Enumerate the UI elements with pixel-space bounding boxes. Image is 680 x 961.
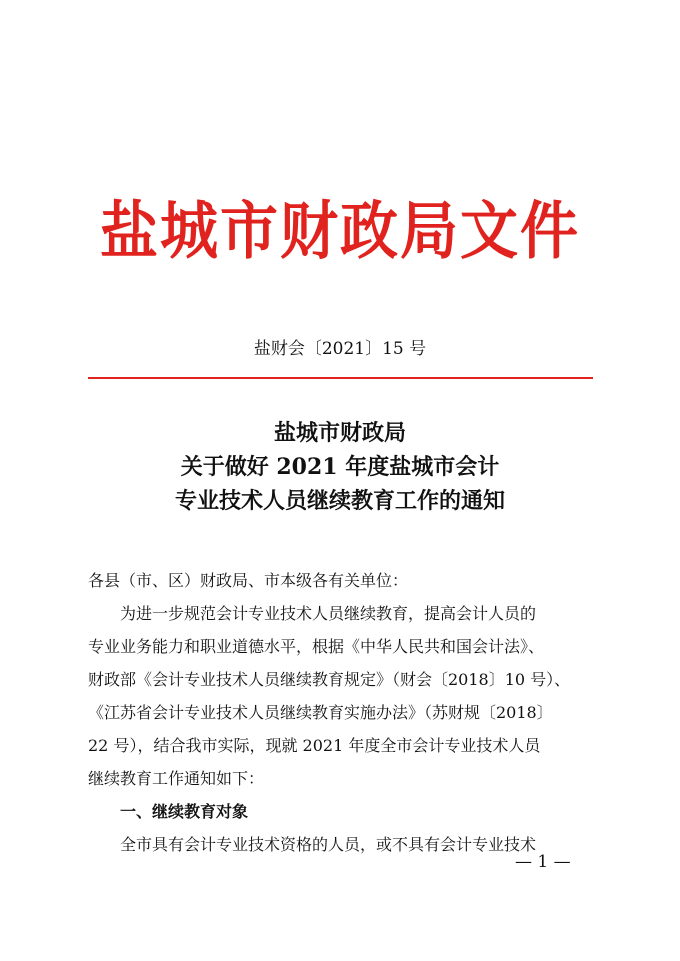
notice-body [88,564,598,861]
page-number: — 1 — [515,852,571,872]
red-header-title: 盐城市财政局文件 [99,194,580,268]
paragraph-line: 为进一步规范会计专业技术人员继续教育，提高会计人员的 [120,604,537,623]
section-heading: 一、继续教育对象 [120,802,249,821]
paragraph-line: 专业业务能力和职业道德水平，根据《中华人民共和国会计法》、 [88,637,545,656]
paragraph-line: 继续教育工作通知如下： [88,769,265,788]
paragraph-line: 全市具有会计专业技术资格的人员，或不具有会计专业技术 [120,835,537,854]
notice-title-line-3: 专业技术人员继续教育工作的通知 [174,488,505,514]
paragraph-line: 22 号），结合我市实际，现就 2021 年度全市会计专业技术人员 [88,736,541,755]
paragraph-line: 财政部《会计专业技术人员继续教育规定》（财会〔2018〕10 号）、 [88,670,571,689]
salutation: 各县（市、区）财政局、市本级各有关单位： [88,571,409,590]
document-number: 盐财会〔2021〕15 号 [253,339,427,359]
red-separator-rule [88,377,593,379]
notice-title-line-1: 盐城市财政局 [273,420,406,446]
paragraph-line: 《江苏省会计专业技术人员继续教育实施办法》（苏财规〔2018〕 [88,703,553,722]
notice-title [0,416,680,518]
notice-title-line-2: 关于做好 2021 年度盐城市会计 [180,454,500,480]
